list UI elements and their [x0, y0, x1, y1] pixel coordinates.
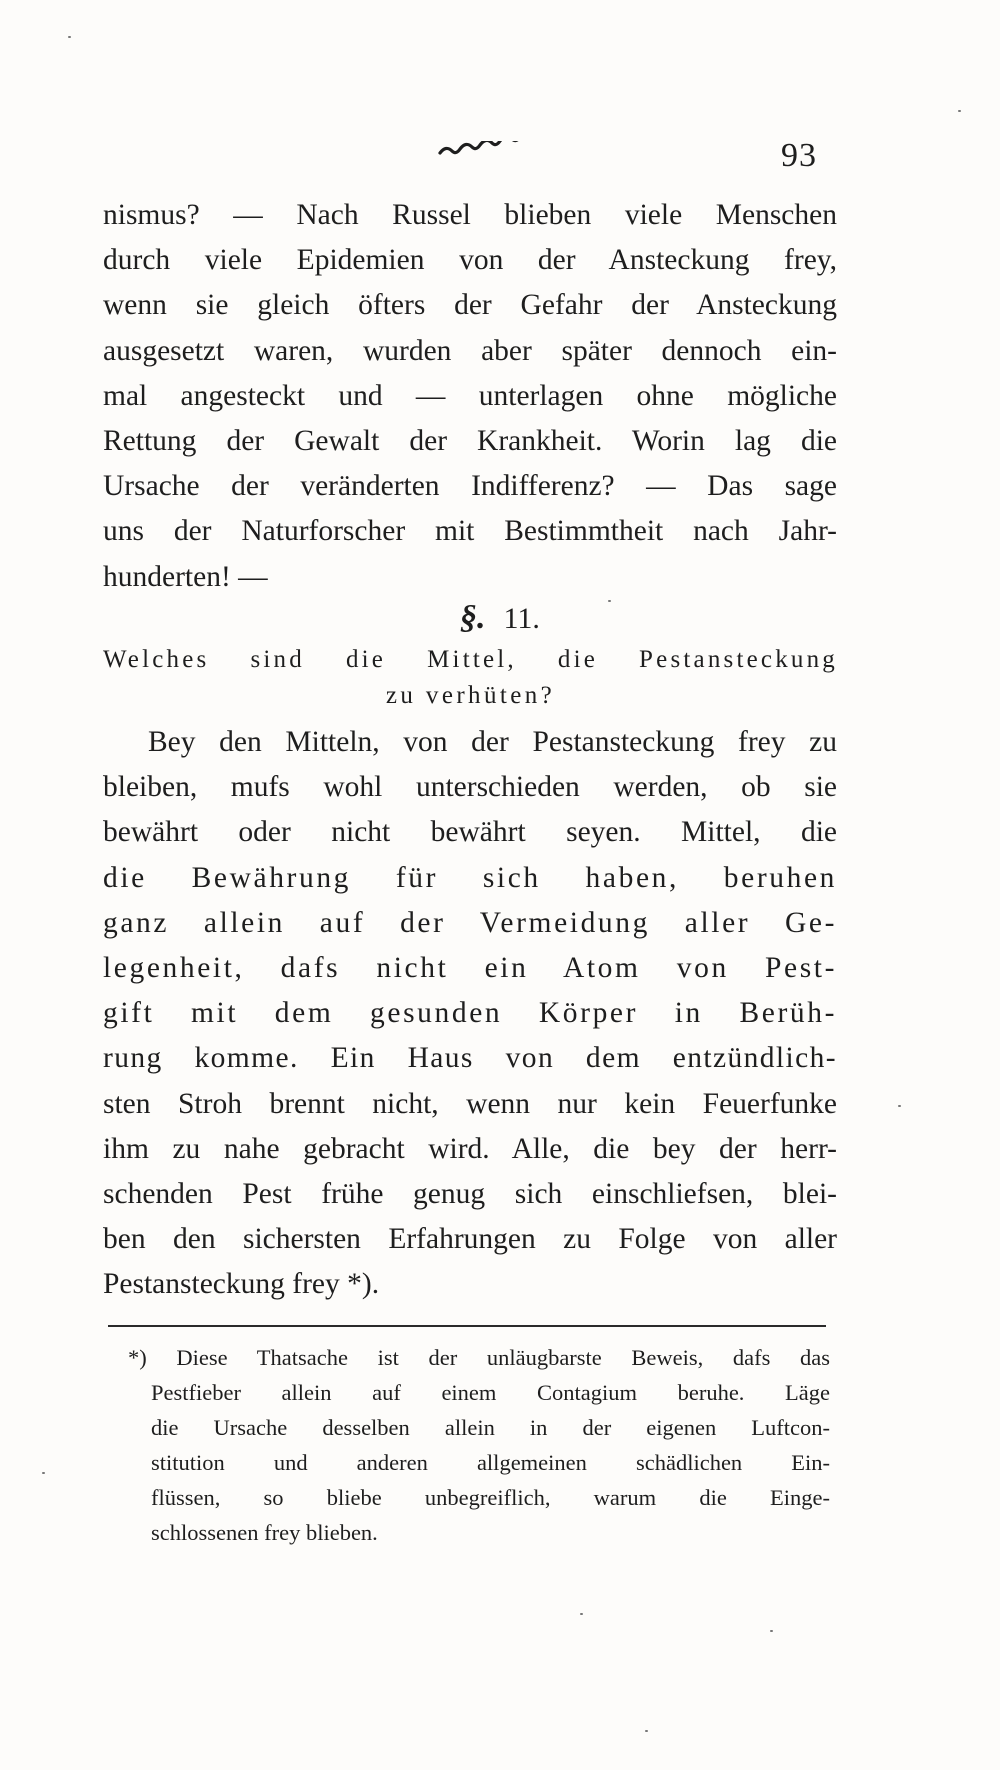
text-line: ganz allein auf der Vermeidung aller Ge-: [103, 906, 837, 939]
footnote-line: *) Diese Thatsache ist der unläugbarste Beweis, dafs das: [128, 1345, 830, 1370]
text-line: ben den sichersten Erfahrungen zu Folge von aller: [103, 1223, 837, 1256]
text-line: Rettung der Gewalt der Krankheit. Worin lag die: [103, 425, 837, 458]
text-line: Pestansteckung frey *).: [103, 1268, 380, 1301]
text-line: ihm zu nahe gebracht wird. Alle, die bey der herr-: [103, 1132, 837, 1165]
text-line: bleiben, mufs wohl unterschieden werden, ob sie: [103, 771, 837, 804]
text-line: ausgesetzt waren, wurden aber später dennoch ein-: [103, 334, 837, 367]
section-index: 11.: [503, 602, 540, 635]
text-line: die Bewährung für sich haben, beruhen: [103, 861, 837, 894]
footnote: [128, 1340, 830, 1550]
heading-line: Welches sind die Mittel, die Pestansteckung: [103, 646, 838, 673]
text-line: legenheit, dafs nicht ein Atom von Pest-: [103, 952, 837, 985]
footnote-divider: [108, 1325, 826, 1327]
text-line: uns der Naturforscher mit Bestimmtheit nach Jahr-: [103, 515, 837, 548]
header-ornament-icon: [438, 141, 540, 159]
text-line: Bey den Mitteln, von der Pestansteckung frey zu: [148, 726, 837, 758]
page-number: 93: [781, 137, 817, 174]
section-number: [0, 598, 1000, 639]
text-line: rung komme. Ein Haus von dem entzündlich-: [103, 1042, 837, 1075]
footnote-line: schlossenen frey blieben.: [151, 1520, 378, 1545]
text-line: sten Stroh brennt nicht, wenn nur kein Feuerfunke: [103, 1087, 837, 1120]
text-line: mal angesteckt und — unterlagen ohne mögliche: [103, 379, 837, 412]
text-line: wenn sie gleich öfters der Gefahr der Ansteckung: [103, 289, 837, 322]
section-heading: [103, 642, 838, 714]
text-line: nismus? — Nach Russel blieben viele Menschen: [103, 199, 837, 231]
section-sign: §.: [460, 599, 486, 636]
heading-line: zu verhüten?: [385, 682, 556, 709]
footnote-line: stitution und anderen allgemeinen schädlichen Ein-: [151, 1450, 830, 1475]
text-line: hunderten! —: [103, 560, 268, 593]
paragraph-2: [103, 720, 837, 1308]
footnote-line: flüssen, so bliebe unbegreiflich, warum die Einge-: [151, 1485, 830, 1510]
text-line: Ursache der veränderten Indifferenz? — Das sage: [103, 470, 837, 503]
paragraph-1: [103, 193, 837, 600]
footnote-line: die Ursache desselben allein in der eigenen Luftcon-: [151, 1415, 830, 1440]
text-line: gift mit dem gesunden Körper in Berüh-: [103, 997, 837, 1030]
text-line: durch viele Epidemien von der Ansteckung frey,: [103, 244, 837, 277]
text-line: bewährt oder nicht bewährt seyen. Mittel, die: [103, 816, 837, 849]
text-line: schenden Pest frühe genug sich einschliefsen, blei-: [103, 1178, 837, 1211]
footnote-line: Pestfieber allein auf einem Contagium beruhe. Läge: [151, 1380, 830, 1405]
